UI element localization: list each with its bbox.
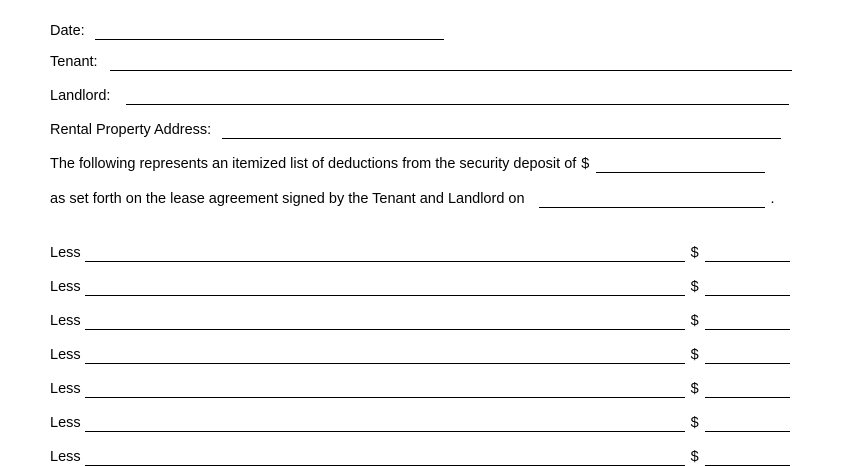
deduction-amount-field[interactable]	[705, 247, 790, 262]
address-field[interactable]	[222, 124, 781, 139]
deduction-description-field[interactable]	[85, 417, 685, 432]
deduction-amount-field[interactable]	[705, 315, 790, 330]
deduction-label: Less	[50, 416, 81, 433]
deduction-description-field[interactable]	[85, 247, 685, 262]
deduction-row	[50, 276, 790, 296]
lease-date-field[interactable]	[539, 193, 765, 208]
deduction-currency-symbol: $	[691, 348, 699, 365]
deduction-row	[50, 412, 790, 432]
deduction-label: Less	[50, 314, 81, 331]
deduction-label: Less	[50, 246, 81, 263]
deduction-description-field[interactable]	[85, 451, 685, 466]
deduction-row	[50, 310, 790, 330]
address-label: Rental Property Address:	[50, 123, 211, 140]
deposit-statement-text: The following represents an itemized list of deductions from the security deposit of	[50, 157, 576, 174]
deduction-currency-symbol: $	[691, 246, 699, 263]
deduction-row	[50, 344, 790, 364]
deposit-currency-symbol: $	[581, 157, 589, 174]
date-label: Date:	[50, 24, 85, 41]
landlord-label: Landlord:	[50, 89, 110, 106]
deduction-label: Less	[50, 280, 81, 297]
lease-statement-row	[50, 188, 775, 208]
deposit-amount-field[interactable]	[596, 158, 765, 173]
date-row	[50, 20, 444, 40]
tenant-row	[50, 51, 792, 71]
deduction-currency-symbol: $	[691, 280, 699, 297]
deduction-description-field[interactable]	[85, 383, 685, 398]
deduction-amount-field[interactable]	[705, 281, 790, 296]
deduction-description-field[interactable]	[85, 349, 685, 364]
deduction-label: Less	[50, 348, 81, 365]
deduction-currency-symbol: $	[691, 450, 699, 466]
deduction-label: Less	[50, 450, 81, 466]
deduction-currency-symbol: $	[691, 416, 699, 433]
tenant-field[interactable]	[110, 56, 792, 71]
deduction-row	[50, 446, 790, 466]
lease-statement-period: .	[771, 192, 775, 209]
landlord-field[interactable]	[126, 90, 789, 105]
deduction-description-field[interactable]	[85, 315, 685, 330]
deduction-row	[50, 242, 790, 262]
deduction-amount-field[interactable]	[705, 451, 790, 466]
deduction-amount-field[interactable]	[705, 383, 790, 398]
tenant-label: Tenant:	[50, 55, 98, 72]
deposit-statement-row	[50, 153, 765, 173]
lease-statement-text: as set forth on the lease agreement signed by the Tenant and Landlord on	[50, 192, 525, 209]
deduction-row	[50, 378, 790, 398]
deduction-amount-field[interactable]	[705, 417, 790, 432]
deduction-label: Less	[50, 382, 81, 399]
date-field[interactable]	[95, 25, 444, 40]
landlord-row	[50, 85, 789, 105]
deduction-currency-symbol: $	[691, 314, 699, 331]
deduction-description-field[interactable]	[85, 281, 685, 296]
deduction-currency-symbol: $	[691, 382, 699, 399]
address-row	[50, 119, 781, 139]
deduction-amount-field[interactable]	[705, 349, 790, 364]
